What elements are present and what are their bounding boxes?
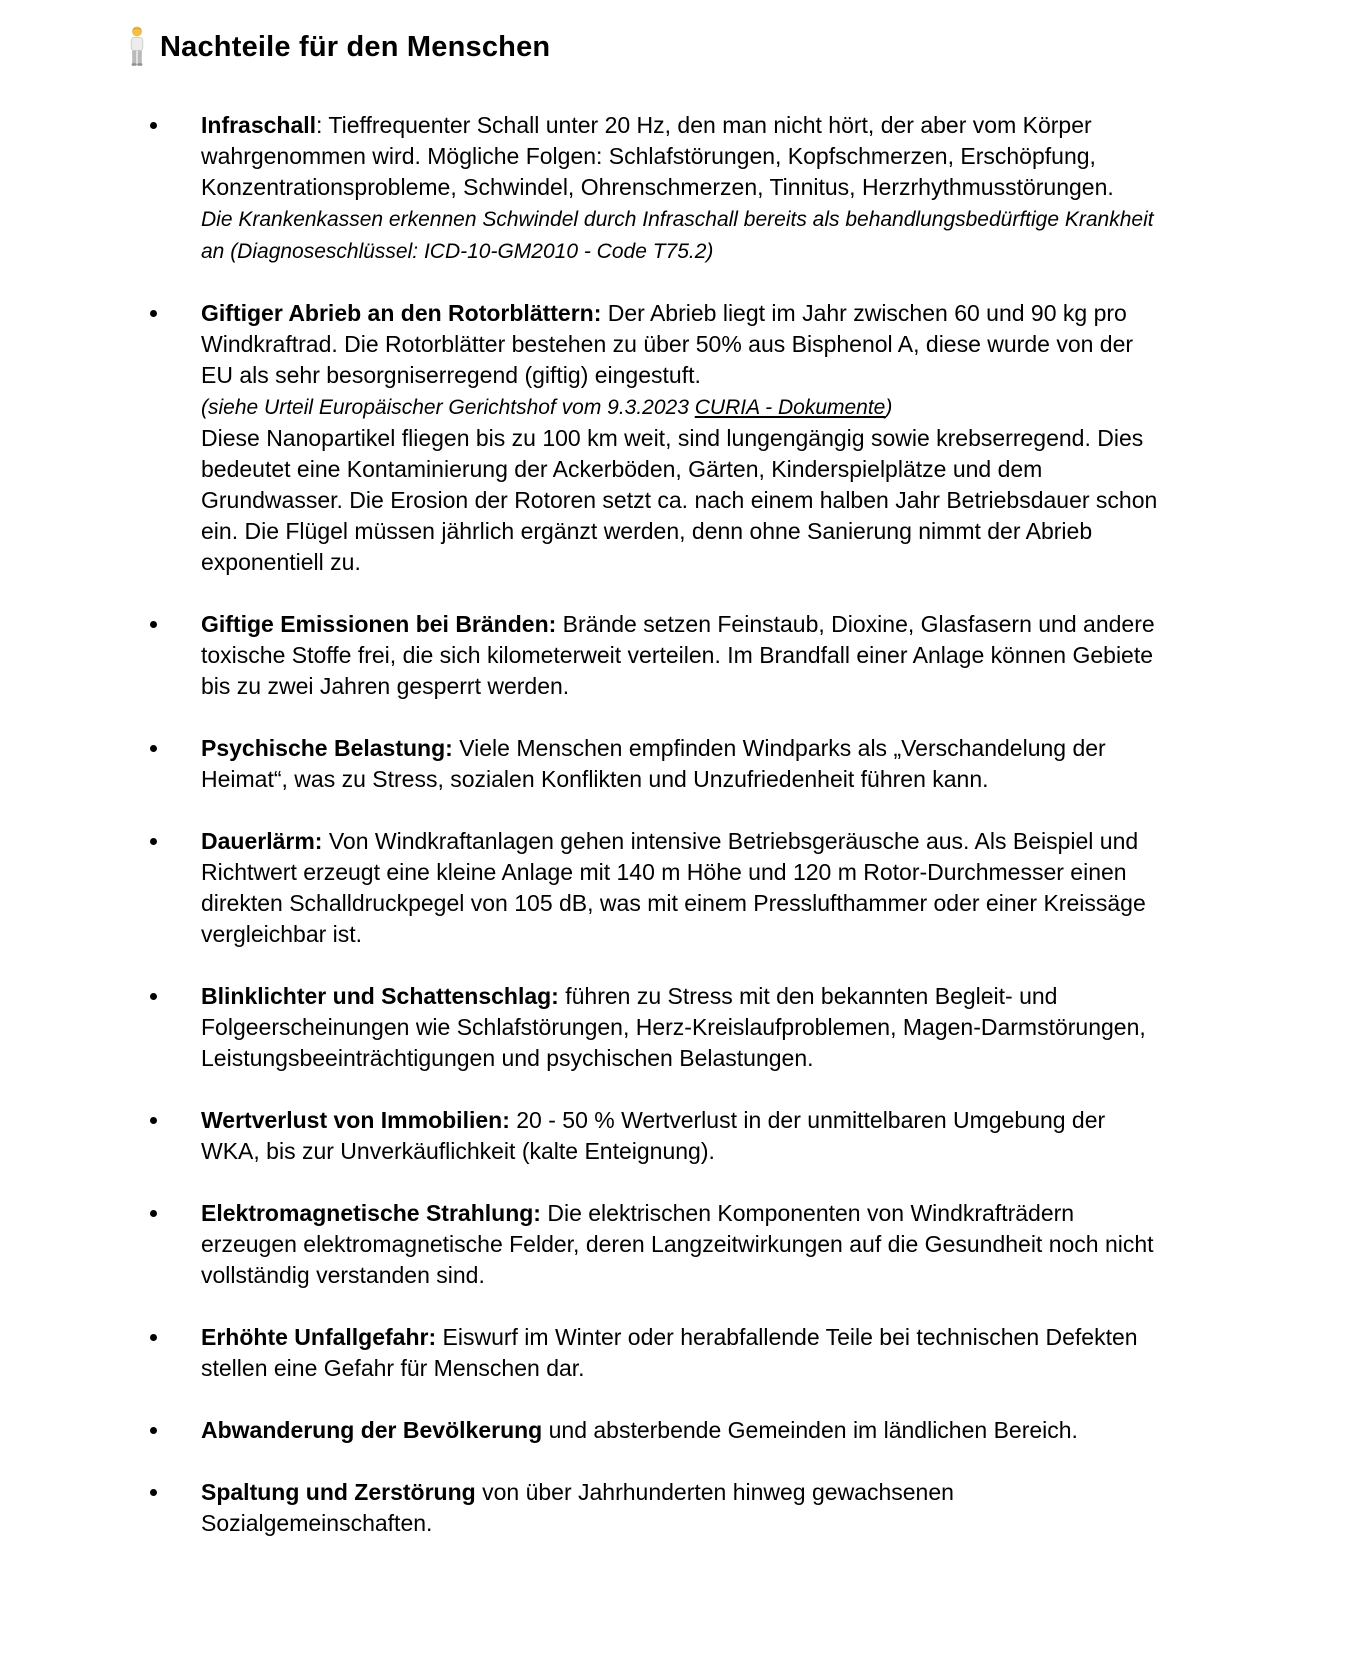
list-item — [148, 826, 1162, 950]
item-lead-text: Psychische Belastung: — [201, 735, 453, 761]
list-item — [148, 298, 1162, 578]
item-text-block — [201, 1105, 1162, 1167]
list-item — [148, 110, 1162, 267]
item-body-text: 20 - 50 % Wertverlust in der unmittelbaren Umgebung der WKA, bis zur Unverkäuflichkeit (kalte Enteignung). — [201, 1107, 1106, 1164]
list-item — [148, 1105, 1162, 1167]
item-lead-text: Wertverlust von Immobilien: — [201, 1107, 510, 1133]
item-text-block — [201, 1322, 1162, 1384]
item-text-block — [201, 733, 1162, 795]
list-item — [148, 1198, 1162, 1291]
item-note — [201, 203, 1162, 267]
item-text-block — [201, 1477, 1162, 1539]
item-body-text: Die Krankenkassen erkennen Schwindel durch Infraschall bereits als behandlungsbedürftige Krankheit an (Diagnoseschlüssel: ICD-10-GM2010 - Code T75.2) — [201, 208, 1154, 263]
item-body-text: Diese Nanopartikel fliegen bis zu 100 km weit, sind lungengängig sowie krebserregend. Dies bedeutet eine Kontaminierung der Ackerböden, Gärten, Kinderspielplätze und dem Grundwasser. Die Erosion der Rotoren setzt ca. nach einem halben Jahr Betriebsdauer schon ein. Die Flügel müssen jährlich ergänzt werden, denn ohne Sanierung nimmt der Abrieb exponentiell zu. — [201, 425, 1158, 575]
item-body-text: Viele Menschen empfinden Windparks als „Verschandelung der Heimat“, was zu Stress, sozialen Konflikten und Unzufriedenheit führen kann. — [201, 735, 1106, 792]
item-body-text: Die elektrischen Komponenten von Windkrafträdern erzeugen elektromagnetische Felder, deren Langzeitwirkungen auf die Gesundheit noch nicht vollständig verstanden sind. — [201, 1200, 1154, 1288]
item-text-block — [201, 423, 1162, 578]
item-body-text: und absterbende Gemeinden im ländlichen Bereich. — [542, 1417, 1078, 1443]
item-body-text: ) — [885, 396, 893, 419]
list-item — [148, 1322, 1162, 1384]
item-text-block — [201, 110, 1162, 203]
item-lead-text: Infraschall — [201, 112, 317, 138]
item-note — [201, 391, 1162, 423]
item-lead-text: Giftige Emissionen bei Bränden: — [201, 611, 557, 637]
item-lead-text: Dauerlärm: — [201, 828, 323, 854]
list-item — [148, 981, 1162, 1074]
list-item — [148, 733, 1162, 795]
disadvantages-list — [148, 110, 1353, 1539]
item-text-block — [201, 298, 1162, 391]
page-title-text: Nachteile für den Menschen — [160, 30, 551, 63]
item-lead-text: Spaltung und Zerstörung — [201, 1479, 476, 1505]
item-lead-text: Giftiger Abrieb an den Rotorblättern: — [201, 300, 602, 326]
item-lead-text: Erhöhte Unfallgefahr: — [201, 1324, 437, 1350]
list-item — [148, 1477, 1162, 1539]
person-standing-icon — [126, 26, 148, 68]
item-lead-text: Blinklichter und Schattenschlag: — [201, 983, 559, 1009]
item-text-block — [201, 826, 1162, 950]
item-text-block — [201, 1198, 1162, 1291]
item-body-text: Der Abrieb liegt im Jahr zwischen 60 und 90 kg pro Windkraftrad. Die Rotorblätter bestehen zu über 50% aus Bisphenol A, diese wurde von der EU als sehr besorgniserregend (giftig) eingestuft. — [201, 300, 1134, 388]
item-text-block — [201, 981, 1162, 1074]
item-lead-text: Abwanderung der Bevölkerung — [201, 1417, 543, 1443]
item-text-block — [201, 609, 1162, 702]
list-item — [148, 609, 1162, 702]
item-body-text: führen zu Stress mit den bekannten Begleit- und Folgeerscheinungen wie Schlafstörungen, Herz-Kreislaufproblemen, Magen-Darmstörungen, Leistungsbeeinträchtigungen und psychischen Belastungen. — [201, 983, 1146, 1071]
item-body-text: (siehe Urteil Europäischer Gerichtshof vom 9.3.2023 — [201, 396, 695, 419]
curia-dokumente-link[interactable]: CURIA - Dokumente — [694, 396, 886, 419]
item-text-block — [201, 1415, 1162, 1446]
item-body-text: Von Windkraftanlagen gehen intensive Betriebsgeräusche aus. Als Beispiel und Richtwert erzeugt eine kleine Anlage mit 140 m Höhe und 120 m Rotor-Durchmesser einen direkten Schalldruckpegel von 105 dB, was mit einem Presslufthammer oder einer Kreissäge vergleichbar ist. — [201, 828, 1146, 947]
list-item — [148, 1415, 1162, 1446]
page-title — [126, 26, 1353, 68]
item-body-text: Eiswurf im Winter oder herabfallende Teile bei technischen Defekten stellen eine Gefahr für Menschen dar. — [201, 1324, 1138, 1381]
item-lead-text: Elektromagnetische Strahlung: — [201, 1200, 541, 1226]
item-body-text: Brände setzen Feinstaub, Dioxine, Glasfasern und andere toxische Stoffe frei, die sich kilometerweit verteilen. Im Brandfall einer Anlage können Gebiete bis zu zwei Jahren gesperrt werden. — [201, 611, 1155, 699]
item-body-text: : Tieffrequenter Schall unter 20 Hz, den man nicht hört, der aber vom Körper wahrgenommen wird. Mögliche Folgen: Schlafstörungen, Kopfschmerzen, Erschöpfung, Konzentrationsprobleme, Schwindel, Ohrenschmerzen, Tinnitus, Herzrhythmusstörungen. — [201, 112, 1114, 200]
item-body-text: von über Jahrhunderten hinweg gewachsenen Sozialgemeinschaften. — [201, 1479, 954, 1536]
